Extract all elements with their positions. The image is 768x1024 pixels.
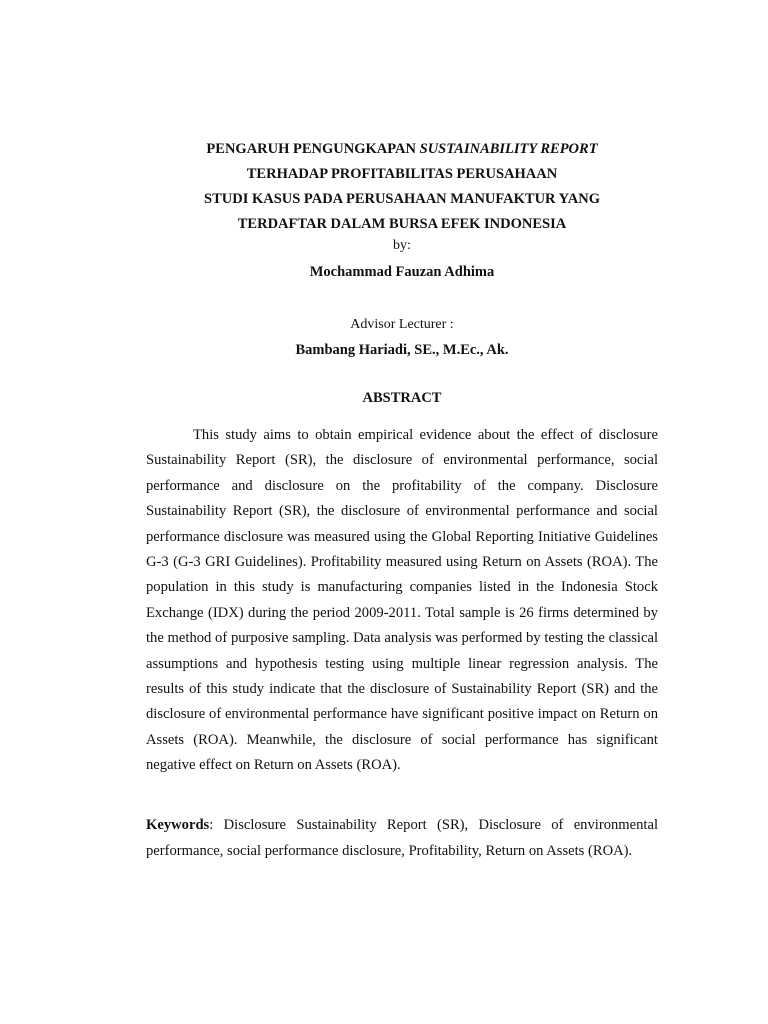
advisor-name: Bambang Hariadi, SE., M.Ec., Ak. xyxy=(295,342,509,358)
title-line-4: TERDAFTAR DALAM BURSA EFEK INDONESIA xyxy=(237,216,567,232)
abstract-body: This study aims to obtain empirical evidence about the effect of disclosure Sustainability Report (SR), the disclosure of environmental performance, social performance and disclosure on the profitability of the company. Disclosure Sustainability Report (SR), the disclosure of environmental performance and social performance disclosure was measured using the Global Reporting Initiative Guidelines G-3 (G-3 GRI Guidelines). Profitability measured using Return on Assets (ROA). The population in this study is manufacturing companies listed in the Indonesia Stock Exchange (IDX) during the period 2009-2011. Total sample is 26 firms determined by the method of purposive sampling. Data analysis was performed by testing the classical assumptions and hypothesis testing using multiple linear regression analysis. The results of this study indicate that the disclosure of Sustainability Report (SR) and the disclosure of environmental performance have significant positive impact on Return on Assets (ROA). Meanwhile, the disclosure of social performance has significant negative effect on Return on Assets (ROA). xyxy=(146,427,658,774)
byline: by: xyxy=(393,238,411,253)
keywords-paragraph xyxy=(146,812,658,864)
title-line-2: TERHADAP PROFITABILITAS PERUSAHAAN xyxy=(246,166,558,182)
keywords-text: : Disclosure Sustainability Report (SR), Disclosure of environmental performance, social performance disclosure, Profitability, Return on Assets (ROA). xyxy=(146,817,658,859)
author-name: Mochammad Fauzan Adhima xyxy=(309,264,495,280)
keywords-label: Keywords xyxy=(146,817,210,833)
abstract-heading: ABSTRACT xyxy=(362,390,442,406)
title-line-1-prefix: PENGARUH PENGUNGKAPAN xyxy=(206,141,420,157)
paper-title xyxy=(146,137,658,237)
advisor-label: Advisor Lecturer : xyxy=(350,317,454,332)
title-line-1 xyxy=(146,137,658,162)
title-line-1-italic: SUSTAINABILITY REPORT xyxy=(419,141,598,157)
title-line-3: STUDI KASUS PADA PERUSAHAAN MANUFAKTUR YANG xyxy=(204,191,600,207)
